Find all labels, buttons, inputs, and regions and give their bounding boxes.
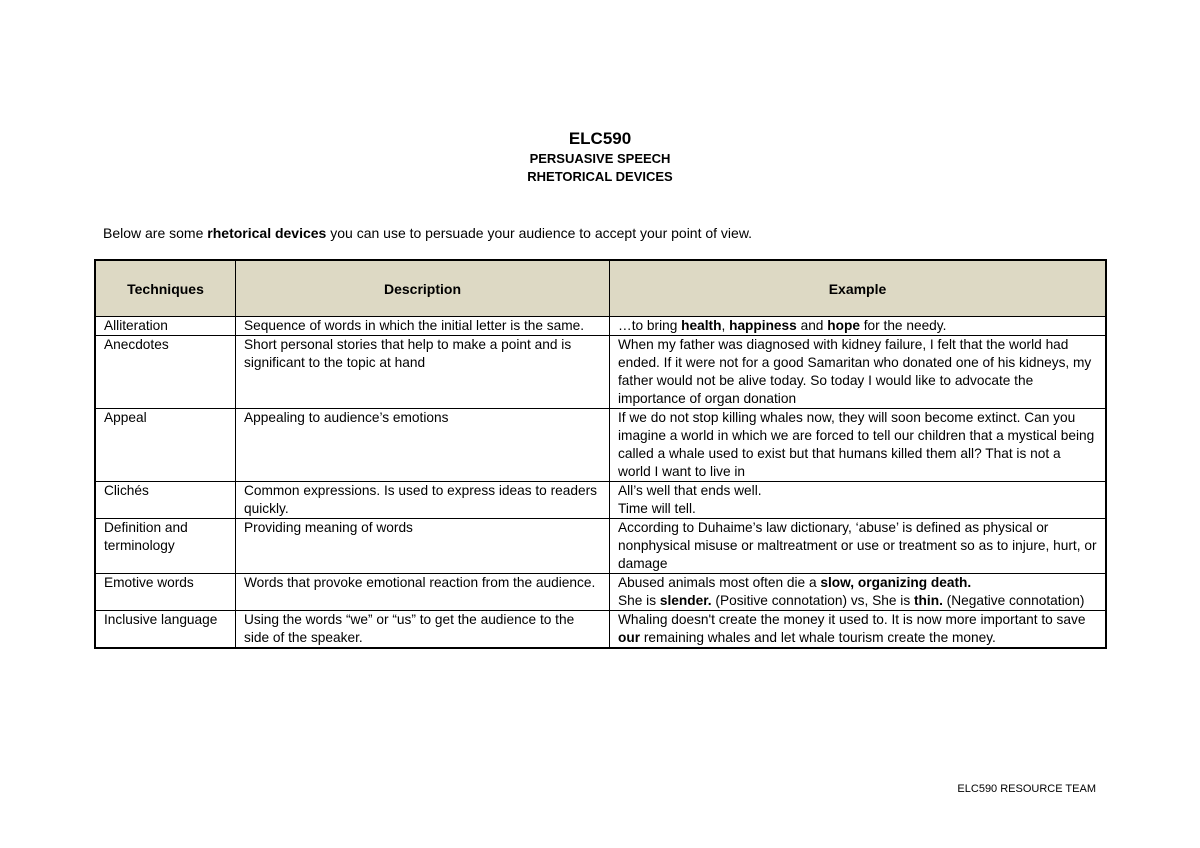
description-cell: Appealing to audience’s emotions: [236, 409, 610, 482]
example-text: ,: [721, 318, 730, 333]
column-header-description: Description: [236, 260, 610, 317]
table-row: [95, 409, 1106, 482]
technique-cell: Anecdotes: [95, 336, 236, 409]
table-row: [95, 317, 1106, 336]
example-text: All’s well that ends well.: [618, 483, 762, 498]
description-cell: Sequence of words in which the initial letter is the same.: [236, 317, 610, 336]
example-text: and: [796, 318, 828, 333]
example-cell: [610, 409, 1107, 482]
description-cell: Short personal stories that help to make a point and is significant to the topic at hand: [236, 336, 610, 409]
example-text: for the needy.: [859, 318, 947, 333]
description-cell: Words that provoke emotional reaction from the audience.: [236, 574, 610, 611]
intro-text-before: Below are some: [103, 225, 208, 241]
description-cell: Using the words “we” or “us” to get the audience to the side of the speaker.: [236, 611, 610, 649]
example-bold-text: thin.: [913, 593, 943, 608]
table-row: [95, 574, 1106, 611]
description-cell: Common expressions. Is used to express ideas to readers quickly.: [236, 482, 610, 519]
example-bold-text: hope: [827, 318, 860, 333]
page-title-block: [0, 128, 1200, 186]
table-row: [95, 519, 1106, 574]
example-bold-text: happiness: [729, 318, 797, 333]
rhetorical-devices-table: [94, 259, 1107, 649]
example-cell: [610, 574, 1107, 611]
technique-cell: Appeal: [95, 409, 236, 482]
technique-cell: Clichés: [95, 482, 236, 519]
table-header-row: [95, 260, 1106, 317]
example-cell: [610, 336, 1107, 409]
subtitle-persuasive-speech: PERSUASIVE SPEECH: [529, 151, 671, 166]
intro-text-after: you can use to persuade your audience to accept your point of view.: [326, 225, 753, 241]
example-text: She is: [618, 593, 660, 608]
subtitle-rhetorical-devices: RHETORICAL DEVICES: [527, 169, 673, 184]
example-text: (Positive connotation) vs, She is: [711, 593, 914, 608]
intro-text-bold: rhetorical devices: [207, 225, 327, 241]
example-text: (Negative connotation): [942, 593, 1085, 608]
example-bold-text: slender.: [659, 593, 712, 608]
example-bold-text: slow, organizing death.: [820, 575, 972, 590]
example-cell: [610, 482, 1107, 519]
column-header-example: Example: [610, 260, 1107, 317]
example-text: …to bring: [618, 318, 682, 333]
table-body: [95, 317, 1106, 649]
example-bold-text: health: [681, 318, 722, 333]
example-text: Time will tell.: [618, 501, 696, 516]
intro-paragraph: [103, 225, 752, 241]
technique-cell: Alliteration: [95, 317, 236, 336]
example-text: remaining whales and let whale tourism create the money.: [640, 630, 996, 645]
table-row: [95, 611, 1106, 649]
table-row: [95, 482, 1106, 519]
description-cell: Providing meaning of words: [236, 519, 610, 574]
column-header-techniques: Techniques: [95, 260, 236, 317]
example-cell: [610, 317, 1107, 336]
example-text: Whaling doesn't create the money it used to. It is now more important to save: [618, 612, 1086, 627]
example-cell: [610, 519, 1107, 574]
course-code: ELC590: [568, 129, 632, 148]
example-bold-text: our: [618, 630, 641, 645]
example-cell: [610, 611, 1107, 649]
footer-team: ELC590 RESOURCE TEAM: [957, 783, 1096, 795]
example-text: According to Duhaime’s law dictionary, ‘abuse’ is defined as physical or nonphysical misuse or maltreatment or use or treatment so as to injure, hurt, or damage: [618, 520, 1097, 571]
technique-cell: Emotive words: [95, 574, 236, 611]
example-text: When my father was diagnosed with kidney failure, I felt that the world had ended. If it were not for a good Samaritan who donated one of his kidneys, my father would not be alive today. So today I would like to advocate the importance of organ donation: [618, 337, 1092, 406]
example-text: Abused animals most often die a: [618, 575, 821, 590]
table-row: [95, 336, 1106, 409]
example-text: If we do not stop killing whales now, they will soon become extinct. Can you imagine a world in which we are forced to tell our children that a mystical being called a whale used to exist but that humans killed them all? That is not a world I want to live in: [618, 410, 1095, 479]
technique-cell: Definition and terminology: [95, 519, 236, 574]
technique-cell: Inclusive language: [95, 611, 236, 649]
